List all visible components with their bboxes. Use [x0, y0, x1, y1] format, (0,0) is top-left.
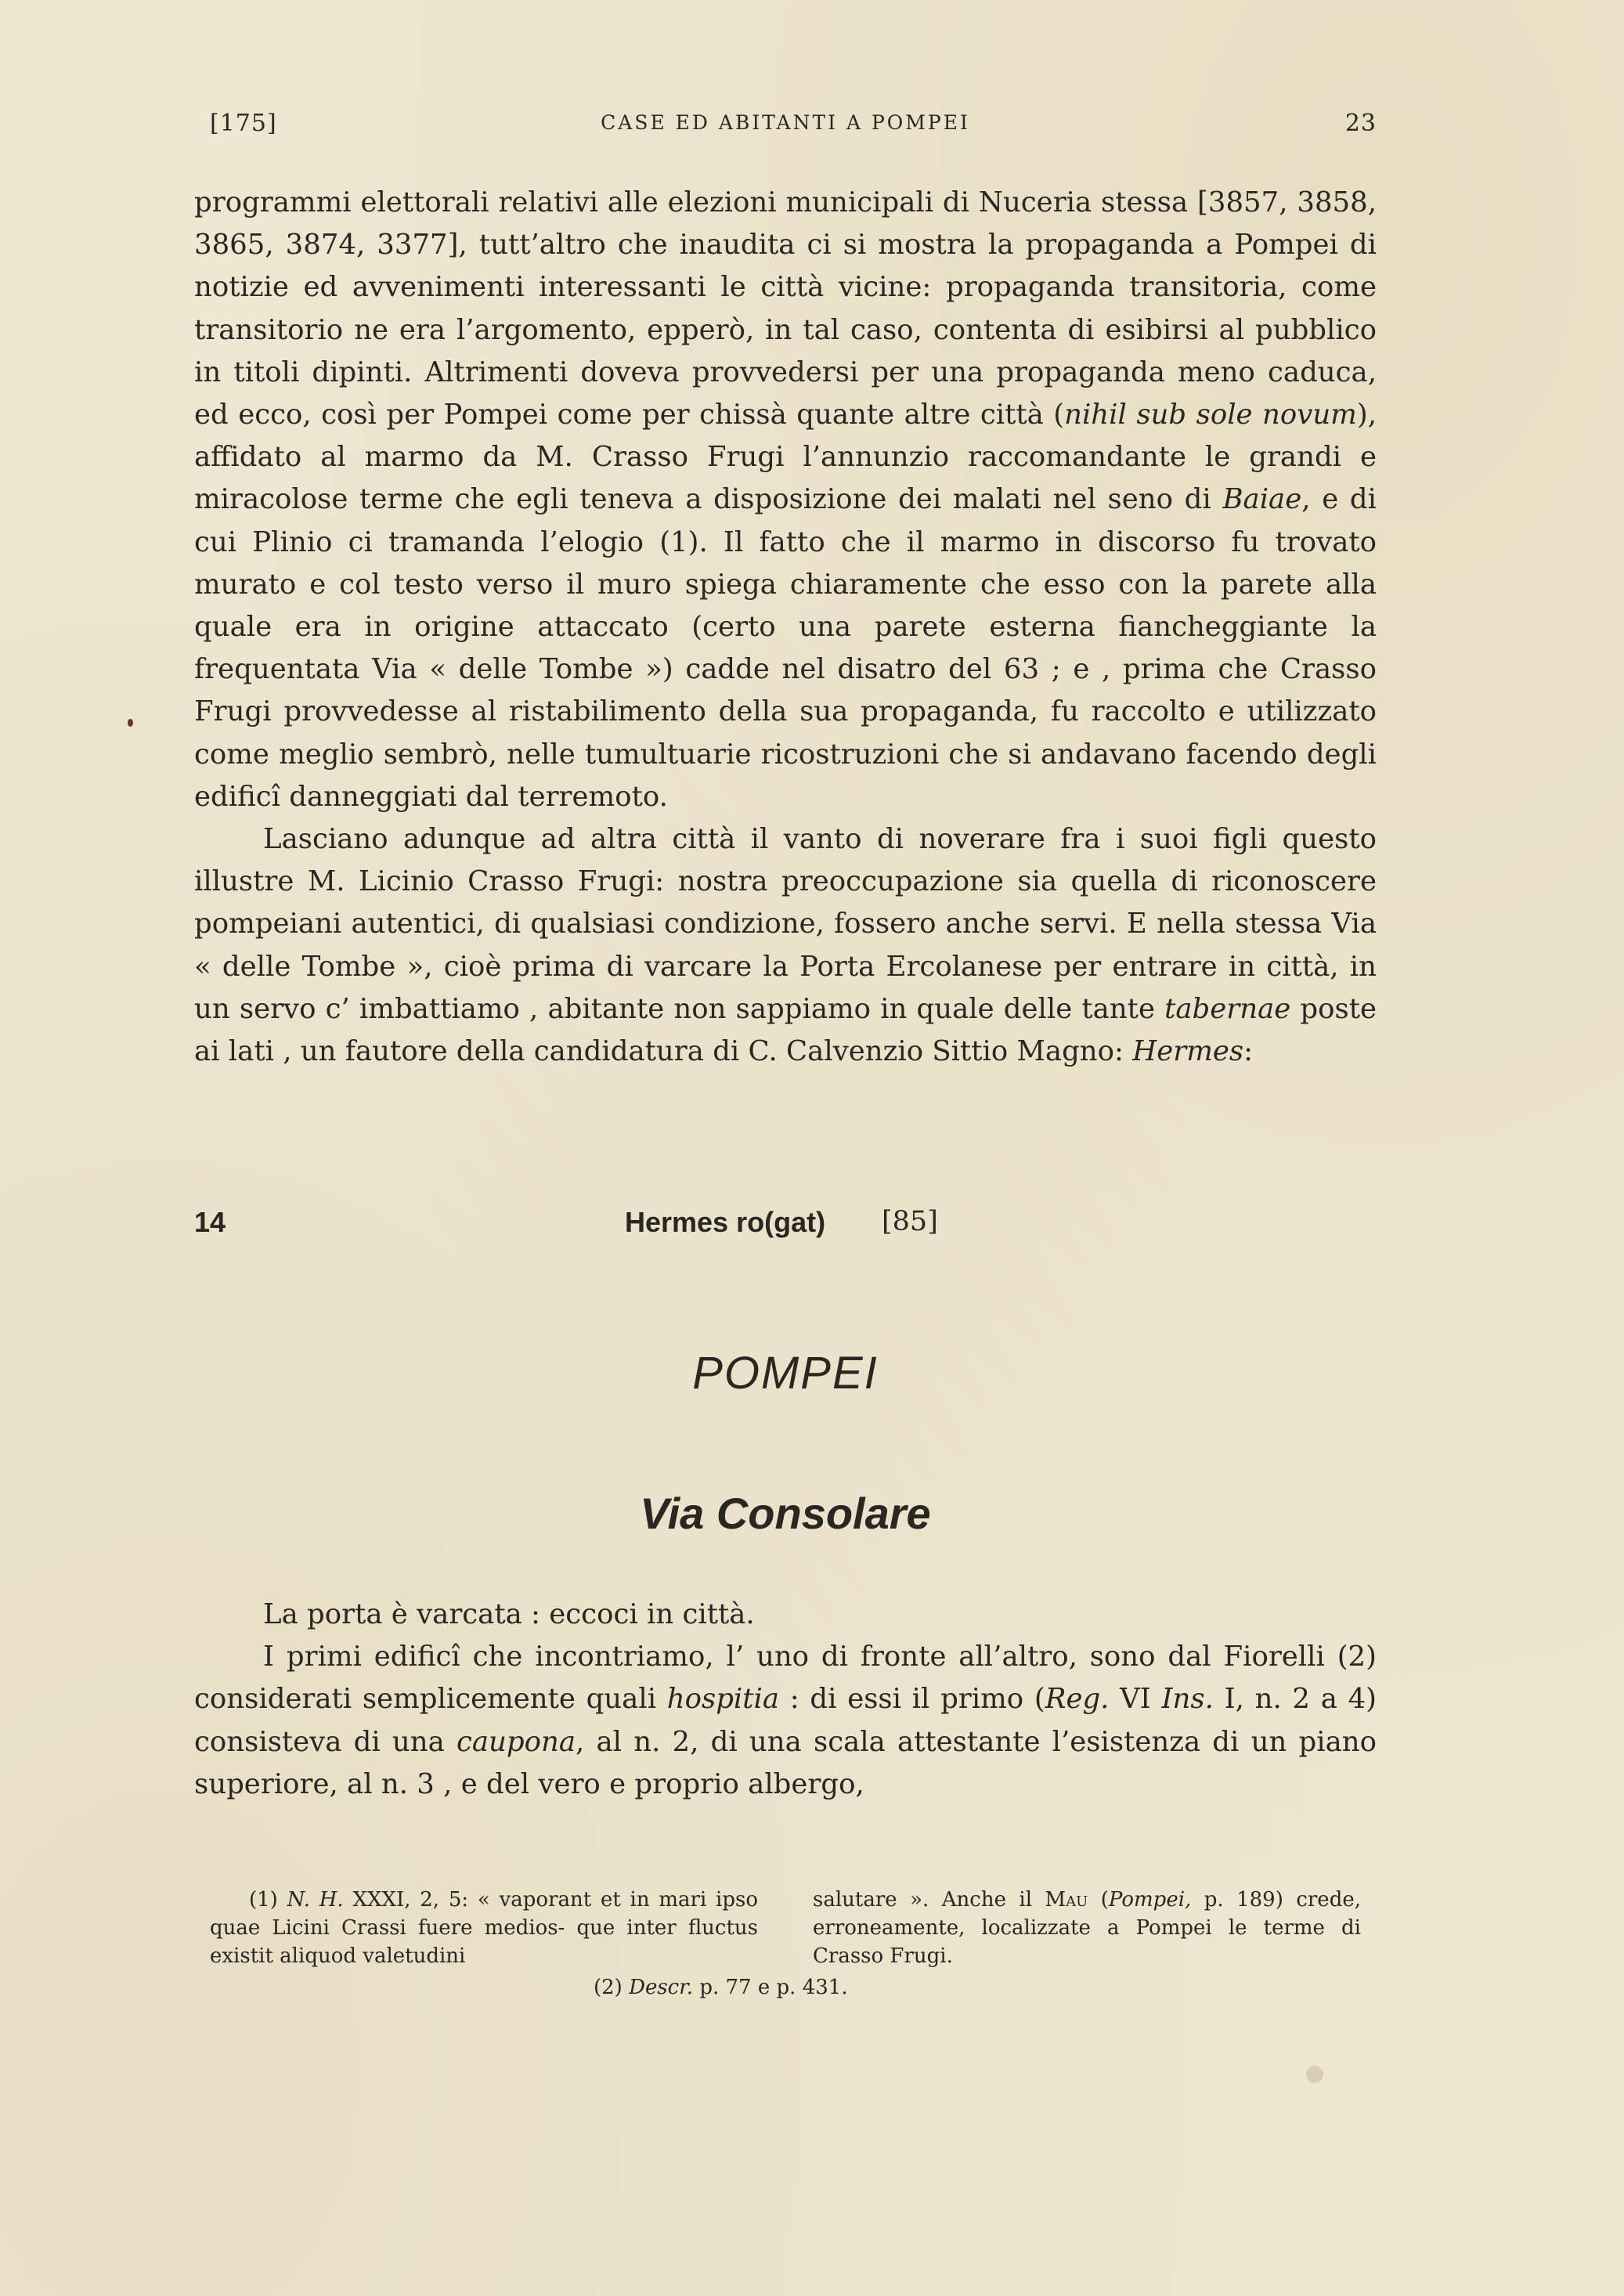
text-run: ), affidato al marmo da M. Crasso Frugi l’annunzio raccomandante le grandi e miracolose terme che egli teneva a disposizione dei malati nel seno di — [194, 399, 1377, 516]
paragraph-2 — [194, 818, 1377, 1073]
italic-run: caupona — [456, 1725, 576, 1758]
page-reference: [175] — [210, 110, 277, 137]
running-title: CASE ED ABITANTI A POMPEI — [601, 111, 970, 134]
text-run: I primi edificî che incontriamo, l’ uno di fronte all’altro, sono dal Fiorelli (2) considerati semplicemente quali — [194, 1641, 1377, 1716]
text-run: Lasciano adunque ad altra città il vanto di noverare fra i suoi figli questo illustre M. Licinio Crasso Frugi: nostra preoccupazione sia quella di riconoscere pompeiani autentici, di qualsiasi condizione, fossero anche servi. E nella stessa Via « delle Tombe », cioè prima di varcare la Porta Ercolanese per entrare in città, in un servo c’ imbattiamo , abitante non sappiamo in quale delle tante — [194, 823, 1377, 1025]
text-run: : di essi il primo ( — [779, 1683, 1045, 1716]
italic-run: Ins. — [1161, 1683, 1214, 1716]
footnote-1-left — [210, 1886, 758, 1970]
inscription-number: 14 — [194, 1206, 226, 1238]
text-run: (2) — [594, 1976, 630, 1999]
italic-run: Descr. — [629, 1976, 694, 1999]
ink-mark — [128, 719, 133, 727]
text-run: (1) — [249, 1888, 287, 1912]
text-run: salutare ». Anche il — [813, 1888, 1045, 1912]
italic-run: Pompei, — [1108, 1888, 1192, 1912]
paragraph-3: La porta è varcata : eccoci in città. — [263, 1598, 755, 1630]
section-title-place: POMPEI — [692, 1348, 879, 1399]
paragraph-1 — [194, 182, 1377, 818]
text-run: p. 77 e p. 431. — [693, 1976, 848, 1999]
paragraph-4 — [194, 1636, 1377, 1806]
small-caps-run: Mau — [1045, 1888, 1088, 1912]
text-run: programmi elettorali relativi alle elezioni municipali di Nuceria stessa [3857, 3858, 3865, 3874, 3377], tutt’altro che inaudita ci si mostra la propaganda a Pompei di notizie ed avvenimenti interessanti le città vicine: propaganda transitoria, come transitorio ne era l’argomento, epperò, in tal caso, contenta di esibirsi al pubblico in titoli dipinti. Altrimenti doveva provvedersi per una propaganda meno caduca, ed ecco, così per Pompei come per chissà quante altre città ( — [194, 186, 1377, 431]
italic-run: Hermes — [1132, 1035, 1244, 1068]
text-run: VI — [1109, 1683, 1162, 1716]
inscription — [194, 1206, 1377, 1253]
text-run: poste ai lati , un fautore della candidatura di C. Calvenzio Sittio Magno: — [194, 992, 1377, 1068]
text-run: p. 189) crede, erroneamente, localizzate a Pompei le terme di Crasso Frugi. — [813, 1888, 1361, 1968]
text-run: I, n. 2 a 4) consisteva di una — [194, 1683, 1377, 1758]
page-number: 23 — [1344, 110, 1377, 137]
running-head — [194, 110, 1377, 141]
text-run: : — [1243, 1035, 1254, 1068]
body-text-upper — [194, 182, 1377, 1073]
inscription-text: Hermes ro(gat) — [625, 1206, 826, 1238]
paper-blemish — [1306, 2066, 1323, 2083]
text-run: XXXI, 2, 5: « vaporant et in mari ipso quae Licini Crassi fuere medios- que inter fluctus existit aliquod valetudini — [210, 1888, 759, 1968]
italic-run: hospitia — [666, 1683, 780, 1716]
footnotes — [210, 1886, 1361, 2002]
italic-run: nihil sub sole novum — [1064, 399, 1357, 431]
text-run: , al n. 2, di una scala attestante l’esistenza di un piano superiore, al n. 3 , e del vero e proprio albergo, — [194, 1725, 1377, 1800]
italic-run: Baiae — [1222, 483, 1302, 516]
body-text-lower — [194, 1594, 1377, 1806]
text-run: ( — [1088, 1888, 1109, 1912]
footnote-2 — [210, 1973, 1361, 2002]
section-title-street: Via Consolare — [640, 1489, 931, 1538]
footnote-1-right — [813, 1886, 1361, 1970]
inscription-ref: [85] — [882, 1206, 938, 1237]
text-run: , e di cui Plinio ci tramanda l’elogio (1). Il fatto che il marmo in discorso fu trovato murato e col testo verso il muro spiega chiaramente che esso con la parete alla quale era in origine attaccato (certo una parete esterna fiancheggiante la frequentata Via « delle Tombe ») cadde nel disatro del 63 ; e , prima che Crasso Frugi provvedesse al ristabilimento della sua propaganda, fu raccolto e utilizzato come meglio sembrò, nelle tumultuarie ricostruzioni che si andavano facendo degli edificî danneggiati dal terremoto. — [194, 483, 1377, 813]
italic-run: Reg. — [1045, 1683, 1110, 1716]
italic-run: tabernae — [1164, 992, 1291, 1025]
italic-run: N. H. — [287, 1888, 344, 1912]
